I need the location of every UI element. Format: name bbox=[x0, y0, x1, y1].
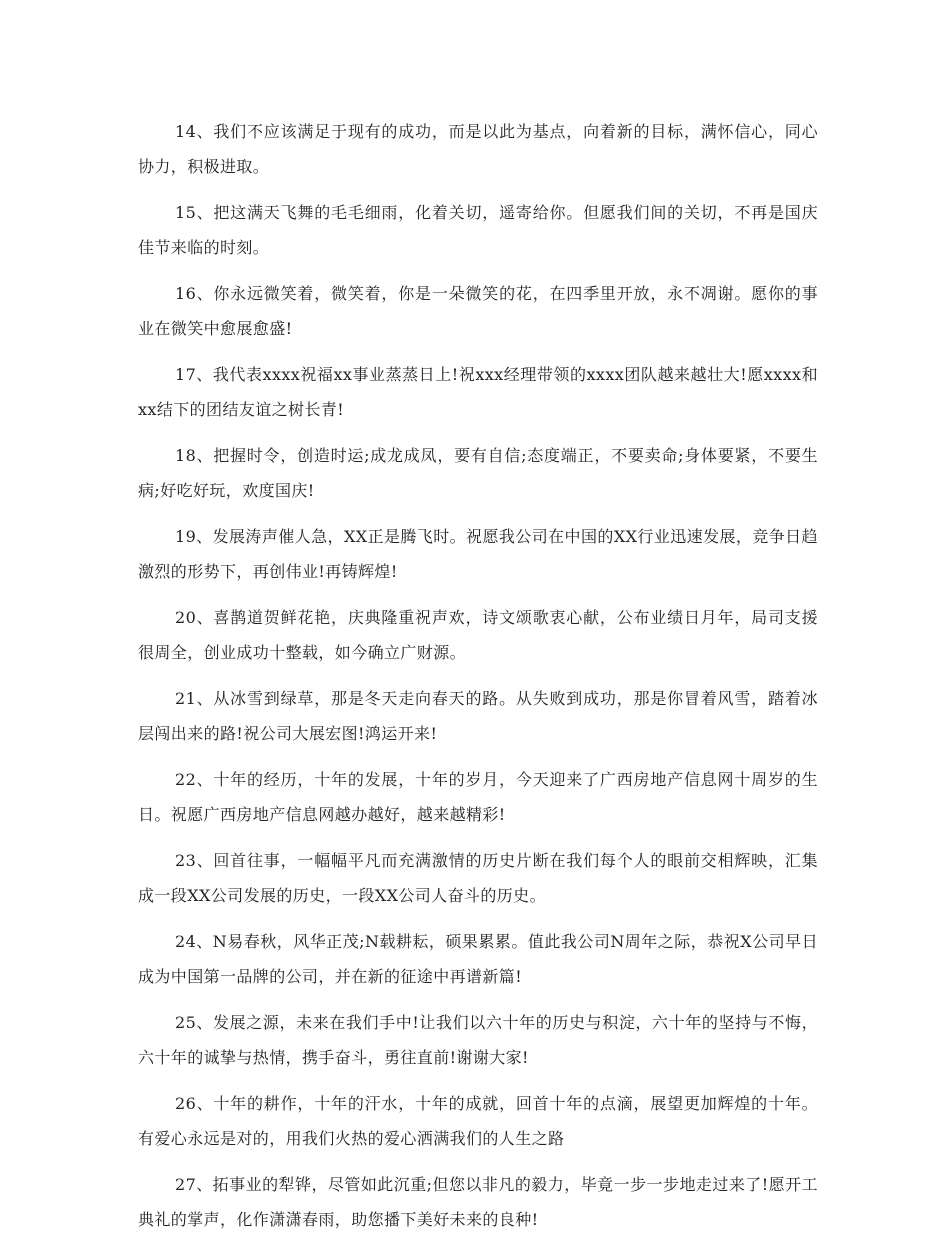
paragraph-15: 15、把这满天飞舞的毛毛细雨，化着关切，遥寄给你。但愿我们间的关切，不再是国庆佳节来临的时刻。 bbox=[138, 203, 818, 257]
paragraph-22: 22、十年的经历，十年的发展，十年的岁月，今天迎来了广西房地产信息网十周岁的生日。祝愿广西房地产信息网越办越好，越来越精彩! bbox=[138, 770, 818, 824]
paragraph-25: 25、发展之源，未来在我们手中!让我们以六十年的历史与积淀，六十年的坚持与不悔，六十年的诚挚与热情，携手奋斗，勇往直前!谢谢大家! bbox=[138, 1013, 818, 1067]
paragraph-18: 18、把握时令，创造时运;成龙成凤，要有自信;态度端正，不要卖命;身体要紧，不要生病;好吃好玩，欢度国庆! bbox=[138, 446, 818, 500]
paragraph-17: 17、我代表xxxx祝福xx事业蒸蒸日上!祝xxx经理带领的xxxx团队越来越壮大!愿xxxx和xx结下的团结友谊之树长青! bbox=[138, 365, 818, 419]
paragraph-16: 16、你永远微笑着，微笑着，你是一朵微笑的花，在四季里开放，永不凋谢。愿你的事业在微笑中愈展愈盛! bbox=[138, 284, 818, 338]
paragraph-24: 24、N易春秋，风华正茂;N载耕耘，硕果累累。值此我公司N周年之际，恭祝X公司早日成为中国第一品牌的公司，并在新的征途中再谱新篇! bbox=[138, 932, 818, 986]
paragraph-26: 26、十年的耕作，十年的汗水，十年的成就，回首十年的点滴，展望更加辉煌的十年。有爱心永远是对的，用我们火热的爱心洒满我们的人生之路 bbox=[138, 1094, 818, 1148]
paragraph-23: 23、回首往事，一幅幅平凡而充满激情的历史片断在我们每个人的眼前交相辉映，汇集成一段XX公司发展的历史，一段XX公司人奋斗的历史。 bbox=[138, 851, 818, 905]
paragraph-19: 19、发展涛声催人急，XX正是腾飞时。祝愿我公司在中国的XX行业迅速发展，竞争日趋激烈的形势下，再创伟业!再铸辉煌! bbox=[138, 527, 818, 581]
paragraph-27: 27、拓事业的犁铧，尽管如此沉重;但您以非凡的毅力，毕竟一步一步地走过来了!愿开工典礼的掌声，化作潇潇春雨，助您播下美好未来的良种! bbox=[138, 1175, 818, 1229]
document-body bbox=[138, 114, 818, 1248]
paragraph-14: 14、我们不应该满足于现有的成功，而是以此为基点，向着新的目标，满怀信心，同心协力，积极进取。 bbox=[138, 122, 818, 176]
paragraph-21: 21、从冰雪到绿草，那是冬天走向春天的路。从失败到成功，那是你冒着风雪，踏着冰层闯出来的路!祝公司大展宏图!鸿运开来! bbox=[138, 689, 818, 743]
paragraph-20: 20、喜鹊道贺鲜花艳，庆典隆重祝声欢，诗文颂歌衷心献，公布业绩日月年，局司支援很周全，创业成功十整载，如今确立广财源。 bbox=[138, 608, 818, 662]
